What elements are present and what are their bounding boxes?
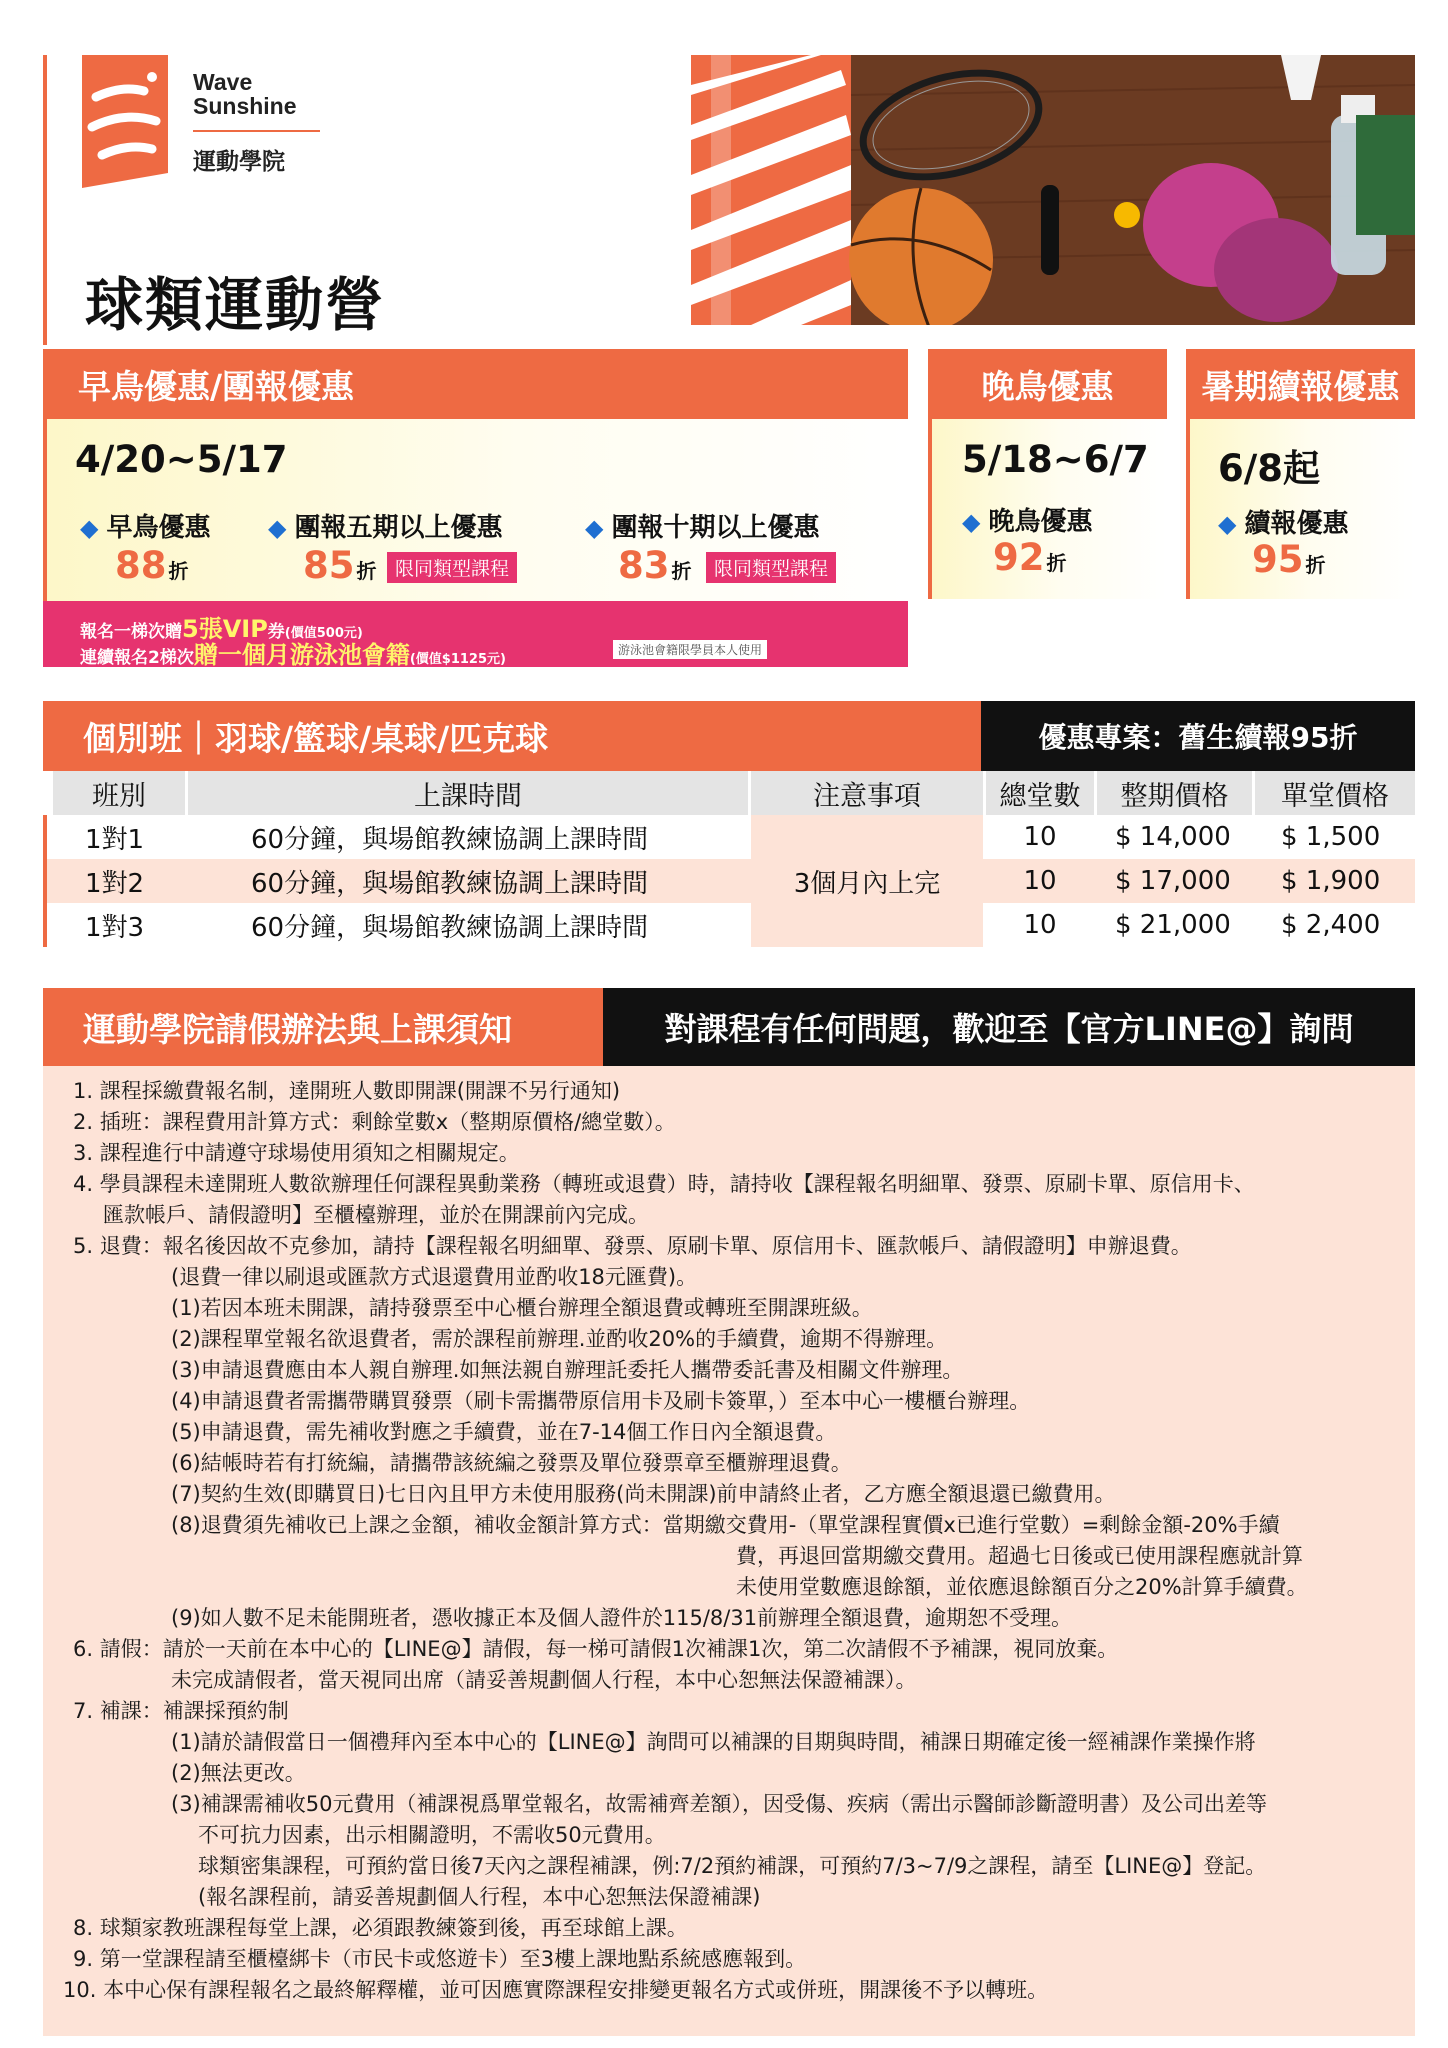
diamond-icon: ◆ [585, 514, 604, 542]
class-type: 1對2 [85, 868, 145, 899]
class-total-price: $ 21,000 [1115, 910, 1231, 940]
notice-line: (5)申請退費，需先補收對應之手續費，並在7-14個工作日內全額退費。 [171, 1420, 837, 1444]
table-row [43, 903, 1415, 947]
brand-name: Wave Sunshine [193, 69, 297, 119]
notice-line: 未使用堂數應退餘額，並依應退餘額百分之20%計算手續費。 [736, 1575, 1308, 1599]
notice-line: (3)補課需補收50元費用（補課視爲單堂報名，故需補齊差額），因受傷、疾病（需出示醫師診斷證明書）及公司出差等 [171, 1792, 1267, 1816]
summer-promo-side [1186, 419, 1190, 599]
page-title: 球類運動營 [85, 271, 386, 339]
notice-line: 10. 本中心保有課程報名之最終解釋權，並可因應實際課程安排變更報名方式或併班，開課後不予以轉班。 [63, 1978, 1049, 2002]
early-bird-label: ◆ 早鳥優惠 [80, 513, 211, 543]
early-bird-discount: 88 折 [115, 544, 189, 587]
class-single-price: $ 1,900 [1281, 866, 1381, 896]
wave-sunshine-logo-icon [82, 55, 168, 188]
notice-line: 未完成請假者，當天視同出席（請妥善規劃個人行程，本中心恕無法保證補課）。 [171, 1668, 917, 1692]
brand-subtitle: 運動學院 [193, 149, 285, 175]
notice-line: 1. 課程採繳費報名制，達開班人數即開課(開課不另行通知) [73, 1079, 621, 1103]
notice-line: 費，再退回當期繳交費用。超過七日後或已使用課程應就計算 [736, 1544, 1303, 1568]
notice-body [43, 1066, 1415, 2036]
notice-header: 運動學院請假辦法與上課須知 [43, 988, 603, 1066]
summer-promo-dates: 6/8起 [1218, 447, 1321, 490]
notice-line: 不可抗力因素，出示相關證明，不需收50元費用。 [198, 1823, 666, 1847]
late-bird-discount: 92 折 [993, 536, 1067, 579]
class-total-price: $ 14,000 [1115, 822, 1231, 852]
renewal-promo-badge: 優惠專案：舊生續報95折 [981, 701, 1415, 771]
col-header-total: 整期價格 [1097, 771, 1252, 815]
notice-line: 7. 補課：補課採預約制 [73, 1699, 289, 1723]
early-promo-side [43, 419, 47, 601]
pool-note: 游泳池會籍限學員本人使用 [613, 640, 767, 659]
notice-line: (退費一律以刷退或匯款方式退還費用並酌收18元匯費)。 [171, 1265, 698, 1289]
col-header-note: 注意事項 [751, 771, 983, 815]
diamond-icon: ◆ [1218, 510, 1237, 538]
notice-line: (6)結帳時若有打統編，請攜帶該統編之發票及單位發票章至櫃辦理退費。 [171, 1451, 852, 1475]
early-promo-dates: 4/20~5/17 [75, 438, 288, 481]
class-section-header: 個別班｜羽球/籃球/桌球/匹克球 [43, 701, 981, 771]
notice-line: 球類密集課程，可預約當日後7天內之課程補課，例:7/2預約補課，可預約7/3~7/9之課程，請至【LINE@】登記。 [198, 1854, 1267, 1878]
group5-label: ◆ 團報五期以上優惠 [268, 513, 503, 543]
class-sessions: 10 [1023, 822, 1057, 852]
col-header-sessions: 總堂數 [986, 771, 1094, 815]
notice-line: 匯款帳戶、請假證明】至櫃檯辦理，並於在開課前內完成。 [103, 1203, 649, 1227]
class-time: 60分鐘，與場館教練協調上課時間 [251, 912, 649, 943]
late-promo-side [928, 419, 932, 599]
summer-promo-header: 暑期續報優惠 [1186, 349, 1415, 419]
notice-line: 8. 球類家教班課程每堂上課，必須跟教練簽到後，再至球館上課。 [73, 1916, 688, 1940]
notice-line: (1)請於請假當日一個禮拜內至本中心的【LINE@】詢問可以補課的目期與時間，補課日期確定後一經補課作業操作將 [171, 1730, 1256, 1754]
renewal-label: ◆ 續報優惠 [1218, 509, 1349, 539]
late-bird-label: ◆ 晚鳥優惠 [962, 507, 1093, 537]
class-time: 60分鐘，與場館教練協調上課時間 [251, 868, 649, 899]
class-type: 1對1 [85, 824, 145, 855]
late-promo-dates: 5/18~6/7 [962, 438, 1149, 481]
diamond-icon: ◆ [80, 514, 99, 542]
group5-discount: 85 折 [303, 544, 377, 587]
class-time: 60分鐘，與場館教練協調上課時間 [251, 824, 649, 855]
gift-line-2: 連續報名2梯次贈一個月游泳池會籍(價值$1125元) [80, 641, 506, 669]
class-sessions: 10 [1023, 910, 1057, 940]
group10-tag: 限同類型課程 [706, 552, 836, 583]
class-single-price: $ 1,500 [1281, 822, 1381, 852]
diamond-icon: ◆ [962, 508, 981, 536]
class-total-price: $ 17,000 [1115, 866, 1231, 896]
notice-line: (4)申請退費者需攜帶購買發票（刷卡需攜帶原信用卡及刷卡簽單，）至本中心一樓櫃台辦理。 [171, 1389, 1031, 1413]
class-sessions: 10 [1023, 866, 1057, 896]
group5-tag: 限同類型課程 [387, 552, 517, 583]
notice-line: (2)無法更改。 [171, 1761, 306, 1785]
renewal-discount: 95 折 [1252, 538, 1326, 581]
notice-line: 5. 退費：報名後因故不克參加，請持【課程報名明細單、發票、原刷卡單、原信用卡、匯款帳戶、請假證明】申辦退費。 [73, 1234, 1192, 1258]
class-type: 1對3 [85, 912, 145, 943]
col-header-type: 班別 [53, 771, 185, 815]
group10-label: ◆ 團報十期以上優惠 [585, 513, 820, 543]
left-accent-bar [43, 55, 47, 345]
notice-line: 3. 課程進行中請遵守球場使用須知之相關規定。 [73, 1141, 520, 1165]
late-promo-header: 晚鳥優惠 [928, 349, 1167, 419]
notice-line: (2)課程單堂報名欲退費者，需於課程前辦理.並酌收20%的手續費，逾期不得辦理。 [171, 1327, 948, 1351]
gift-line-1: 報名一梯次贈5張VIP券(價值500元) [80, 615, 363, 643]
diamond-icon: ◆ [268, 514, 287, 542]
notice-line: (8)退費須先補收已上課之金額，補收金額計算方式：當期繳交費用-（單堂課程實價x已進行堂數）=剩餘金額-20%手續 [171, 1513, 1280, 1537]
col-header-single: 單堂價格 [1255, 771, 1415, 815]
notice-line: 2. 插班：課程費用計算方式：剩餘堂數x（整期原價格/總堂數）。 [73, 1110, 676, 1134]
table-row [43, 859, 1415, 903]
notice-line: (7)契約生效(即購買日)七日內且甲方未使用服務(尚未開課)前申請終止者，乙方應全額退還已繳費用。 [171, 1482, 1116, 1506]
line-contact-header: 對課程有任何問題，歡迎至【官方LINE@】詢問 [603, 988, 1415, 1066]
early-promo-header: 早鳥優惠/團報優惠 [43, 349, 908, 419]
sports-equipment-photo [691, 55, 1415, 325]
brand-divider [193, 130, 320, 132]
col-header-time: 上課時間 [188, 771, 748, 815]
notice-line: (9)如人數不足未能開班者，憑收據正本及個人證件於115/8/31前辦理全額退費，逾期恕不受理。 [171, 1606, 1073, 1630]
table-row [43, 815, 1415, 859]
class-note: 3個月內上完 [751, 815, 983, 947]
table-side-bar [43, 815, 47, 947]
notice-line: 9. 第一堂課程請至櫃檯綁卡（市民卡或悠遊卡）至3樓上課地點系統感應報到。 [73, 1947, 807, 1971]
notice-line: (報名課程前，請妥善規劃個人行程，本中心恕無法保證補課) [198, 1885, 761, 1909]
notice-line: (1)若因本班未開課，請持發票至中心櫃台辦理全額退費或轉班至開課班級。 [171, 1296, 873, 1320]
class-single-price: $ 2,400 [1281, 910, 1381, 940]
notice-line: 6. 請假：請於一天前在本中心的【LINE@】請假，每一梯可請假1次補課1次，第二次請假不予補課，視同放棄。 [73, 1637, 1119, 1661]
notice-line: (3)申請退費應由本人親自辦理.如無法親自辦理託委托人攜帶委託書及相關文件辦理。 [171, 1358, 964, 1382]
group10-discount: 83 折 [618, 544, 692, 587]
gift-banner [43, 601, 908, 667]
notice-line: 4. 學員課程未達開班人數欲辦理任何課程異動業務（轉班或退費）時，請持收【課程報名明細單、發票、原刷卡單、原信用卡、 [73, 1172, 1255, 1196]
